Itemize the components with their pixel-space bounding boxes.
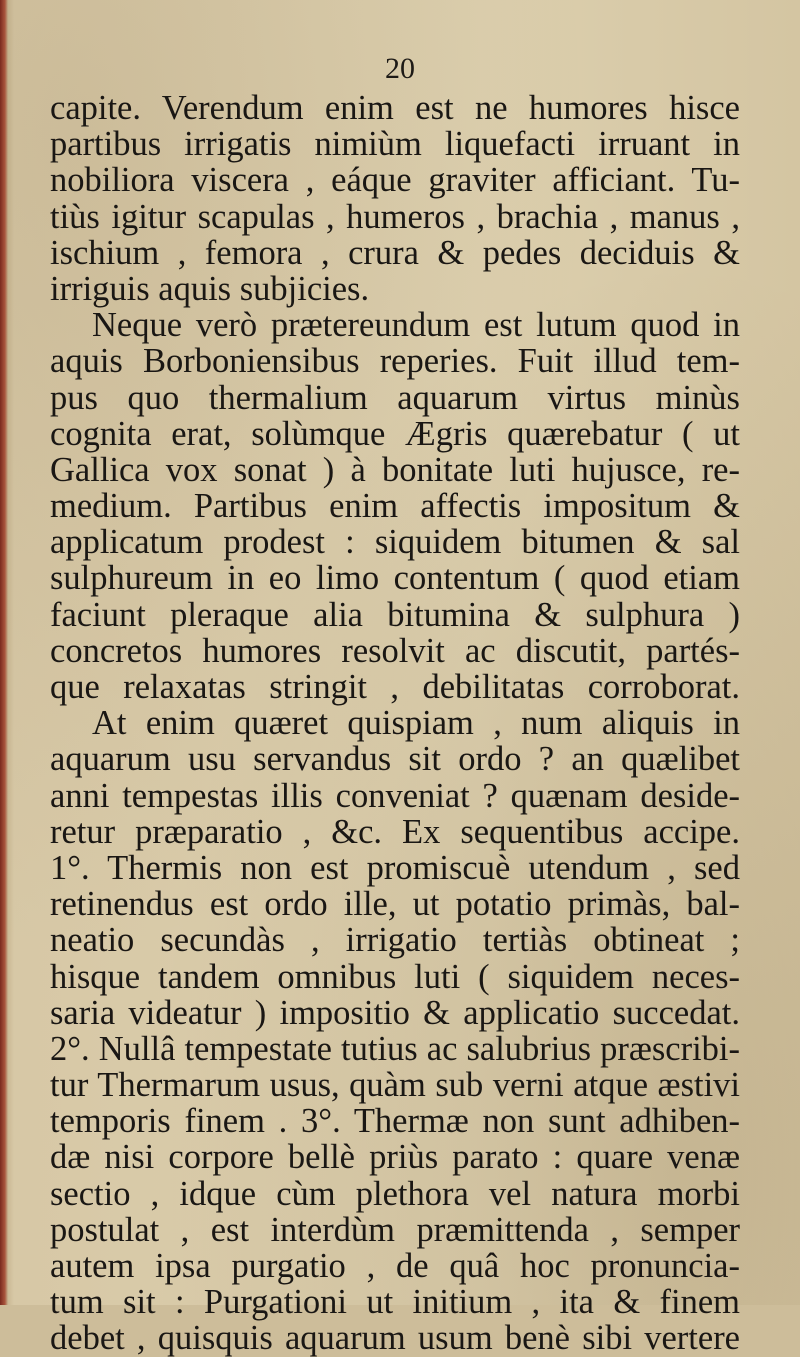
body-text: [50, 90, 740, 1357]
text-line: postulat , est interdùm præmittenda , semper: [50, 1210, 740, 1249]
text-line: que relaxatas stringit , debilitatas corroborat.: [50, 668, 740, 706]
text-line: 2°. Nullâ tempestate tutius ac salubrius præscribi-: [50, 1029, 740, 1068]
text-line: cognita erat, solùmque Ægris quærebatur ( ut: [50, 414, 740, 453]
text-line: Neque verò prætereundum est lutum quod in: [92, 306, 740, 345]
text-line: anni tempestas illis conveniat ? quænam deside-: [50, 776, 740, 815]
text-line: aquarum usu servandus sit ordo ? an quælibet: [50, 740, 740, 779]
text-line: hisque tandem omnibus luti ( siquidem neces-: [50, 957, 740, 996]
text-line: capite. Verendum enim est ne humores hisce: [50, 89, 740, 127]
text-line: retinendus est ordo ille, ut potatio primàs, bal-: [50, 885, 740, 924]
text-line: aquis Borboniensibus reperies. Fuit illud tem-: [50, 342, 740, 381]
page-edge: [0, 0, 8, 1305]
text-line: At enim quæret quispiam , num aliquis in: [92, 704, 740, 743]
text-line: debet , quisquis aquarum usum benè sibi vertere: [50, 1319, 740, 1357]
text-line: irriguis aquis subjicies.: [50, 269, 370, 308]
text-line: tum sit : Purgationi ut initium , ita & finem: [50, 1283, 740, 1322]
text-line: faciunt pleraque alia bitumina & sulphura ): [50, 595, 740, 634]
text-line: retur præparatio , &c. Ex sequentibus accipe.: [50, 812, 740, 851]
text-line: medium. Partibus enim affectis impositum &: [50, 487, 740, 526]
text-line: ischium , femora , crura & pedes deciduis &: [50, 233, 740, 272]
text-line: temporis finem . 3°. Thermæ non sunt adhiben-: [50, 1102, 740, 1141]
text-line: dæ nisi corpore bellè priùs parato : quare venæ: [50, 1138, 740, 1177]
text-line: tur Thermarum usus, quàm sub verni atque æstivi: [50, 1066, 740, 1105]
text-line: 1°. Thermis non est promiscuè utendum , sed: [50, 848, 740, 887]
text-line: concretos humores resolvit ac discutit, partés-: [50, 631, 740, 670]
text-line: applicatum prodest : siquidem bitumen & sal: [50, 523, 740, 562]
text-line: Gallica vox sonat ) à bonitate luti hujusce, re-: [50, 450, 740, 489]
text-line: sectio , idque cùm plethora vel natura morbi: [50, 1174, 740, 1213]
text-line: partibus irrigatis nimiùm liquefacti irruant in: [50, 125, 740, 164]
text-line: pus quo thermalium aquarum virtus minùs: [50, 378, 740, 417]
text-line: saria videatur ) impositio & applicatio succedat.: [50, 993, 740, 1032]
text-line: sulphureum in eo limo contentum ( quod etiam: [50, 559, 740, 598]
text-line: autem ipsa purgatio , de quâ hoc pronuncia-: [50, 1247, 740, 1285]
page-number: 20: [385, 52, 415, 85]
text-line: nobiliora viscera , eáque graviter afficiant. Tu-: [50, 161, 740, 200]
text-line: tiùs igitur scapulas , humeros , brachia , manus ,: [50, 197, 740, 236]
text-line: neatio secundàs , irrigatio tertiàs obtineat ;: [50, 921, 740, 960]
